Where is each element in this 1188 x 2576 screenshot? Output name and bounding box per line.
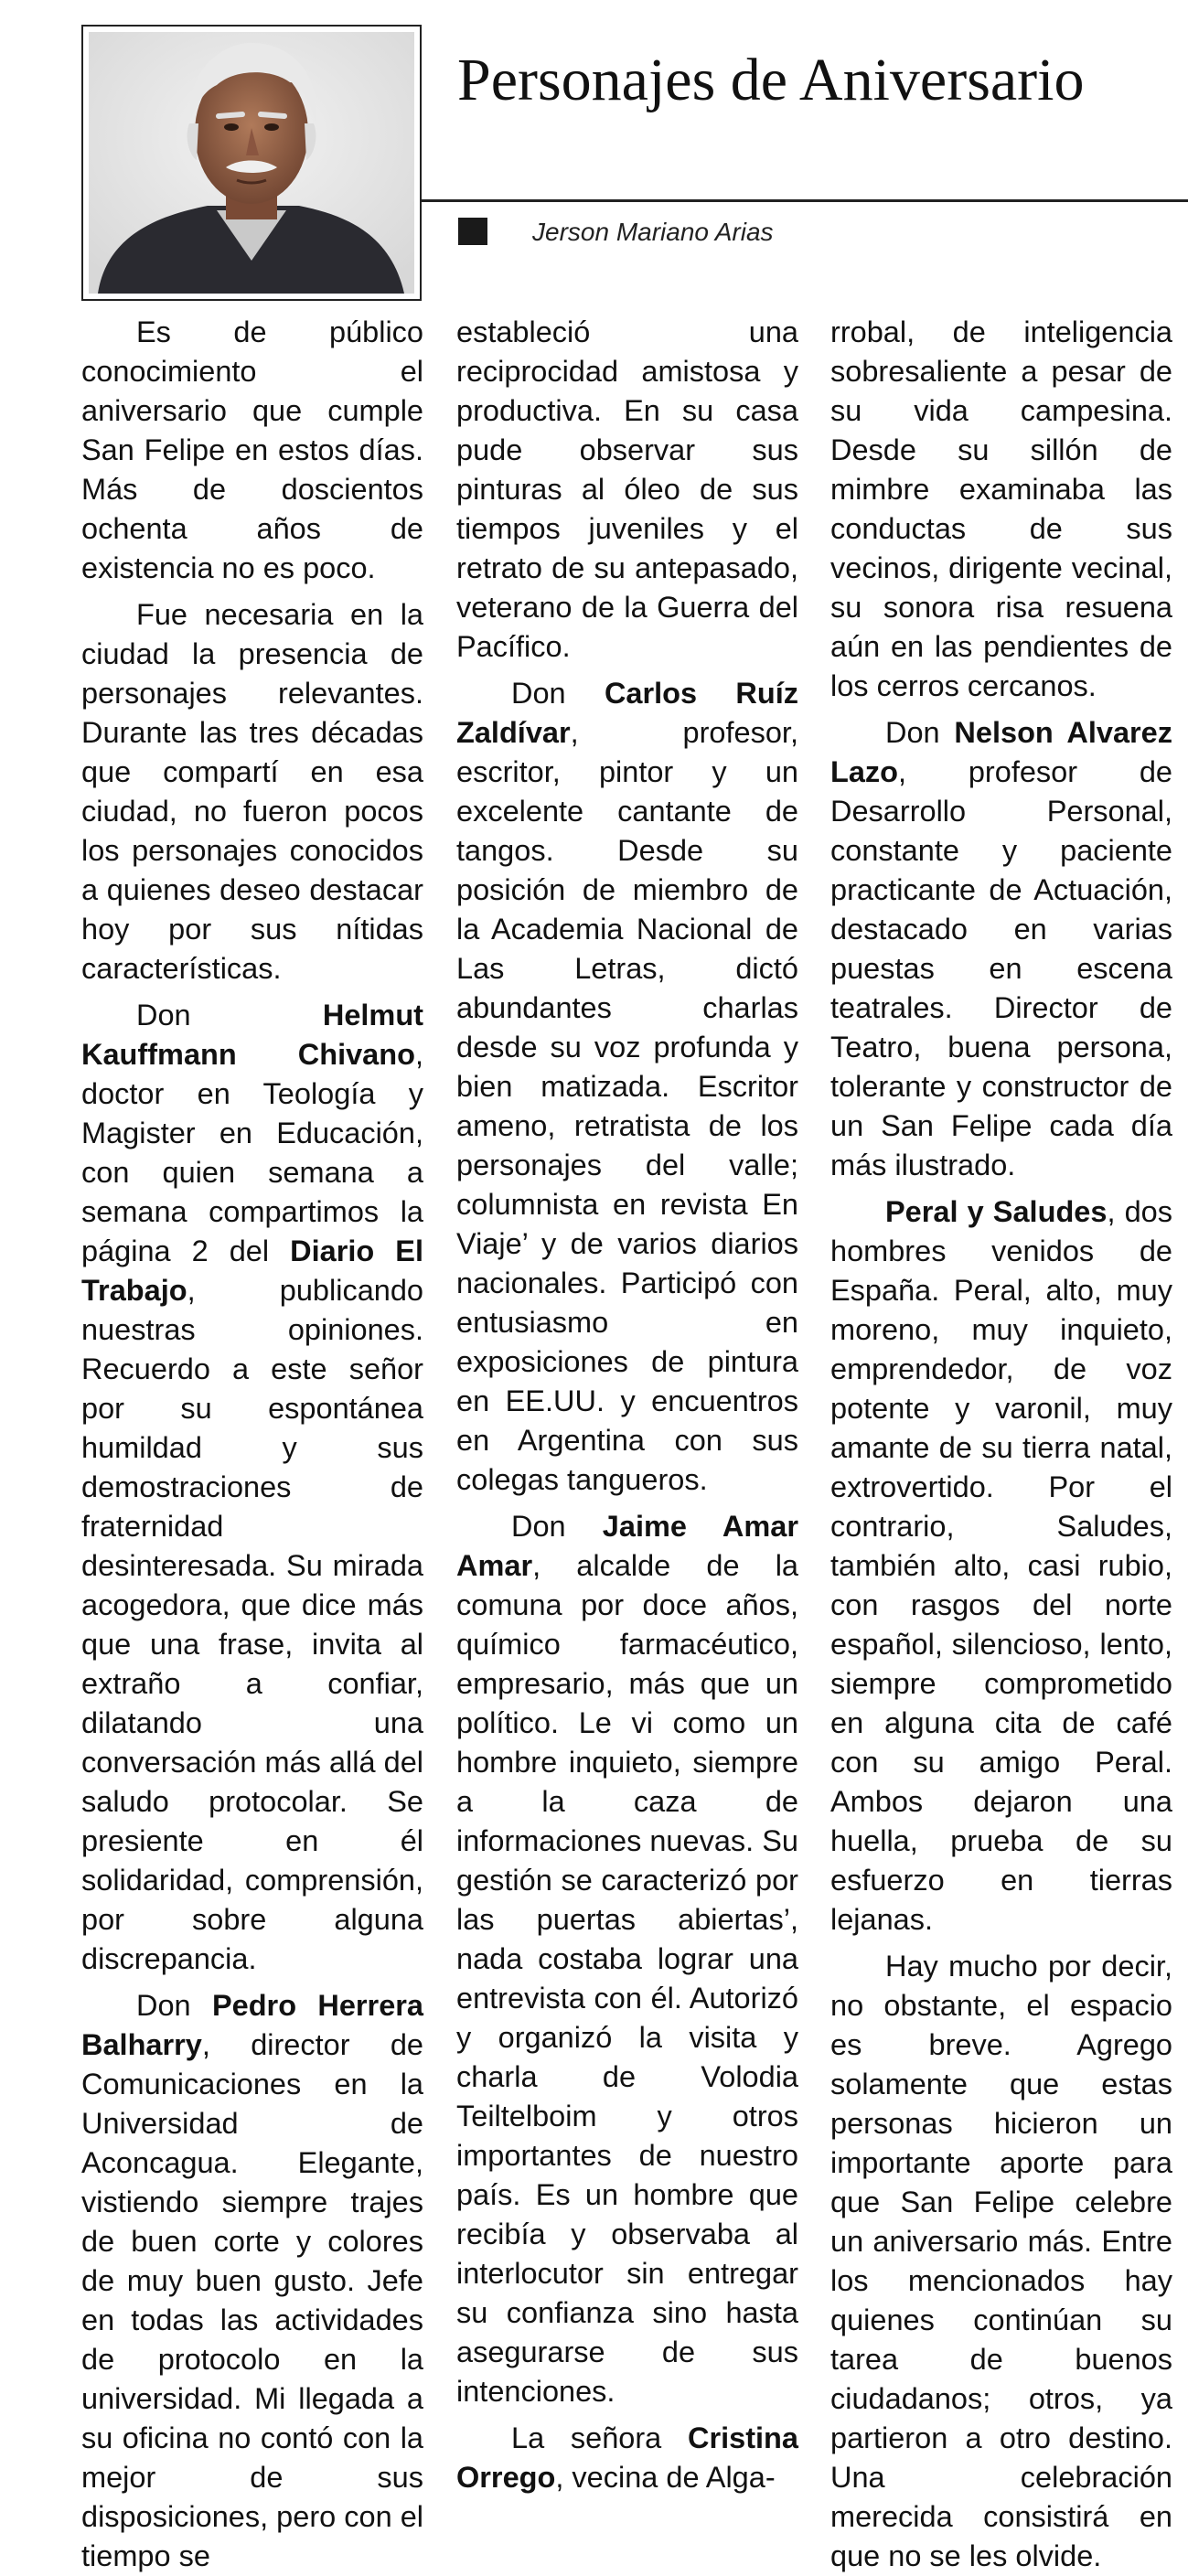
person-name: Pedro Herrera Balharry <box>81 1989 423 2061</box>
text-run: La señora <box>511 2421 688 2454</box>
paragraph: Fue necesaria en la ciudad la presencia de personajes relevantes. Durante las tres décadas que compartí en esa ciudad, no fueron pocos los personajes conocidos a quienes deseo destacar hoy por sus nítidas características. <box>81 598 423 985</box>
text-run: , profesor, escritor, pintor y un excelente cantante de tangos. Desde su posición de miembro de la Academia Nacional de Las Letras, dictó abundantes charlas desde su voz profunda y bien matizada. Escritor ameno, retratista de los personajes del valle; columnista en revista En Viaje’ y de varios diarios nacionales. Participó con entusiasmo en exposiciones de pintura en EE.UU. y encuentros en Argentina con sus colegas tangueros. <box>456 716 798 1496</box>
header-rule <box>422 199 1188 202</box>
paragraph <box>456 1507 798 2411</box>
paragraph <box>81 1986 423 2576</box>
paragraph <box>830 713 1172 1185</box>
paragraph-continuation: estableció una reciprocidad amistosa y productiva. En su casa pude observar sus pinturas al óleo de sus tiempos juveniles y el retrato de su antepasado, veterano de la Guerra del Pacífico. <box>456 315 798 663</box>
text-run: , doctor en Teología y Magister en Educación, con quien semana a semana compartimos la página 2 del <box>81 1038 423 1267</box>
paragraph <box>830 1192 1172 1940</box>
column-3 <box>830 313 1172 2576</box>
text-run: Don <box>511 1510 603 1543</box>
paragraph-continuation: rrobal, de inteligencia sobresaliente a pesar de su vida campesina. Desde su sillón de mimbre examinaba las conductas de sus vecinos, dirigente vecinal, su sonora risa resuena aún en las pendientes de los cerros cercanos. <box>830 315 1172 702</box>
text-run: , profesor de Desarrollo Personal, constante y paciente practicante de Actuación, destacado en varias puestas en escena teatrales. Director de Teatro, buena persona, tolerante y constructor de un San Felipe cada día más ilustrado. <box>830 755 1172 1181</box>
paragraph <box>456 674 798 1500</box>
text-run: Don <box>885 716 955 749</box>
text-run: Don <box>511 677 605 710</box>
person-name: Helmut Kauffmann Chivano <box>81 999 423 1071</box>
paragraph: Hay mucho por decir, no obstante, el espacio es breve. Agrego solamente que estas personas hicieron un importante aporte para que San Felipe celebre un aniversario más. Entre los mencionados hay quienes continúan su tarea de buenos ciudadanos; otros, ya partieron a otro destino. Una celebración merecida consistirá en que no se les olvide. <box>830 1950 1172 2572</box>
paragraph <box>81 996 423 1979</box>
text-run: , publicando nuestras opiniones. Recuerdo a este señor por su espontánea humildad y sus demostraciones de fraternidad desinteresada. Su mirada acogedora, que dice más que una frase, invita al extraño a confiar, dilatando una conversación más allá del saludo protocolar. Se presiente en él solidaridad, comprensión, por sobre alguna discrepancia. <box>81 1274 423 1975</box>
text-run: , vecina de Alga- <box>555 2461 776 2494</box>
text-run: , director de Comunicaciones en la Universidad de Aconcagua. Elegante, vistiendo siempre trajes de buen corte y colores de muy buen gusto. Jefe en todas las actividades de protocolo en la universidad. Mi llegada a su oficina no contó con la mejor de sus disposiciones, pero con el tiempo se <box>81 2028 423 2572</box>
newspaper-name: Diario El Trabajo <box>81 1235 424 1307</box>
author-portrait-icon <box>89 32 414 294</box>
paragraph: Es de público conocimiento el aniversario que cumple San Felipe en estos días. Más de doscientos ochenta años de existencia no es poco. <box>81 315 423 584</box>
person-name: Nelson Alvarez Lazo <box>830 716 1172 788</box>
text-run: Don <box>136 1989 212 2022</box>
text-run: , dos hombres venidos de España. Peral, alto, muy moreno, muy inquieto, emprendedor, de voz potente y varonil, muy amante de su tierra natal, extrovertido. Por el contrario, Saludes, también alto, casi rubio, con rasgos del norte español, silencioso, lento, siempre comprometido en alguna cita de café con su amigo Peral. Ambos dejaron una huella, prueba de su esfuerzo en tierras lejanas. <box>830 1195 1172 1936</box>
person-name: Carlos Ruíz Zaldívar <box>456 677 798 749</box>
column-1 <box>81 313 423 2576</box>
person-name: Cristina Orrego <box>456 2421 798 2494</box>
author-byline: Jerson Mariano Arias <box>532 218 774 246</box>
article-title: Personajes de Aniversario <box>457 47 1085 113</box>
text-run: , alcalde de la comuna por doce años, químico farmacéutico, empresario, más que un político. Le vi como un hombre inquieto, siempre a la caza de informaciones nuevas. Su gestión se caracterizó por las puertas abiertas’, nada costaba lograr una entrevista con él. Autorizó y organizó la visita y charla de Volodia Teiltelboim y otros importantes de nuestro país. Es un hombre que recibía y observaba al interlocutor sin entregar su confianza sino hasta asegurarse de sus intenciones. <box>456 1549 798 2408</box>
person-name: Jaime Amar Amar <box>456 1510 798 1582</box>
text-run: Don <box>136 999 323 1031</box>
column-2 <box>456 313 798 2497</box>
paragraph <box>456 2419 798 2497</box>
author-marker-icon <box>458 218 487 245</box>
author-photo <box>81 25 422 301</box>
person-name: Peral y Saludes <box>885 1195 1108 1228</box>
